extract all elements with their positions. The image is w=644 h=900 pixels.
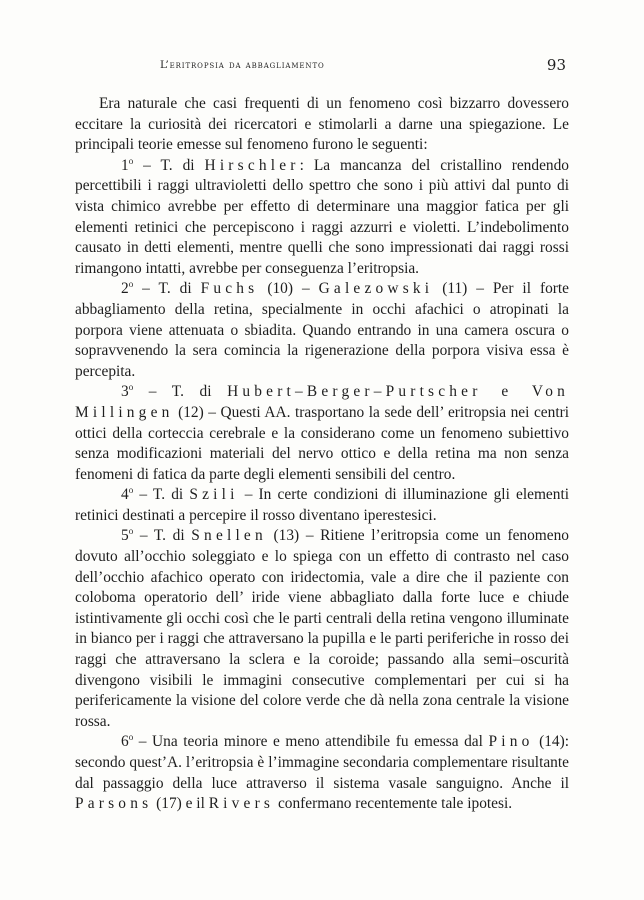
theory-prefix: – T. di bbox=[133, 527, 192, 545]
ordinal-mark: o bbox=[128, 485, 134, 496]
theory-1-paragraph bbox=[75, 156, 569, 280]
ordinal-mark: o bbox=[128, 155, 134, 166]
ordinal-mark: o bbox=[128, 279, 134, 290]
ordinal-mark: o bbox=[128, 382, 134, 393]
theory-3-paragraph bbox=[75, 382, 569, 485]
theory-4-number: 4 bbox=[121, 486, 129, 504]
theory-5-text: (13) – Ritiene l’eritropsia come un fenomeno dovuto all’occhio soleggiato e lo spiega con un effetto di contrasto nel caso dell’occhio afachico operato con iridectomia, vale a dire che il paziente con coloboma operatorio dell’ iride viene abbagliato dalla forte luce e chiude istintivamente gli occhi così che le parti centrali della retina vengono illuminate in bianco per i raggi che attraversano la pupilla e le parti periferiche in rosso dei raggi che attraversano la sclera e la coroide; passando alla semi–oscurità divengono visibili le immagini consecutive complementari per cui si ha perifericamente la visione del colore verde che dà nella zona centrale la visione rossa. bbox=[75, 527, 569, 730]
author-name: Hubert–Berger–Purtscher e Von Millingen bbox=[75, 383, 569, 421]
theory-6-paragraph bbox=[75, 732, 569, 814]
theory-6-number: 6 bbox=[121, 733, 129, 751]
theory-5-paragraph bbox=[75, 526, 569, 732]
body-text bbox=[75, 94, 569, 815]
author-name: Pino bbox=[488, 733, 534, 751]
page-number: 93 bbox=[546, 56, 566, 74]
theory-prefix: – T. di bbox=[133, 280, 201, 298]
author-name: Parsons bbox=[75, 795, 153, 813]
theory-2-number: 2 bbox=[121, 280, 129, 298]
reference: (10) – bbox=[258, 280, 319, 298]
intro-paragraph: Era naturale che casi frequenti di un fenomeno così bizzarro dovessero eccitare la curiosità dei ricercatori e stimolarli a darne una spiegazione. Le principali teorie emesse sul fenomeno furono le seguenti: bbox=[75, 95, 569, 154]
theory-6-text: – Una teoria minore e meno attendibile fu emessa dal bbox=[133, 733, 489, 751]
theory-prefix: – T. di bbox=[133, 486, 190, 504]
author-name: Snellen bbox=[191, 527, 267, 545]
theory-5-number: 5 bbox=[121, 527, 129, 545]
theory-4-paragraph bbox=[75, 485, 569, 526]
theory-prefix: – T. di bbox=[133, 156, 205, 174]
author-name: Fuchs bbox=[200, 280, 259, 298]
theory-1-text: : La mancanza del cristallino rendendo percettibili i raggi ultravioletti dello spettro che sono i più attivi dal punto di vista chimico avrebbe per effetto di determinare una maggior fatica per gli elementi retinici che percepiscono i raggi azzurri e violetti. L’indebolimento causato in detti elementi, mentre quelli che sono impressionati dai raggi rossi rimangono intatti, avrebbe per conseguenza l’eritropsia. bbox=[75, 156, 569, 277]
author-name: Galezowski bbox=[318, 280, 434, 298]
theory-6-text: confermano recentemente tale ipotesi. bbox=[274, 795, 513, 813]
theory-6-text: (14): secondo quest’A. l’eritropsia è l’immagine secondaria complementare risultante dal passaggio della luce attraverso il sistema vasale sanguigno. Anche il bbox=[75, 733, 570, 792]
theory-2-text: (11) – Per il forte abbagliamento della retina, specialmente in occhi afachici o atropinati la porpora viene attenuata o sbiadita. Quando entrando in una camera oscura o sopravvenendo la sera comincia la rigenerazione della porpora visiva essa è percepita. bbox=[75, 280, 569, 380]
theory-3-number: 3 bbox=[121, 383, 129, 401]
author-name: Hirschler bbox=[204, 156, 300, 174]
running-title: L’eritropsia da abbagliamento bbox=[160, 59, 325, 71]
ordinal-mark: o bbox=[128, 526, 134, 537]
theory-4-text: – In certe condizioni di illuminazione gli elementi retinici destinati a percepire il rosso diventano iperestesici. bbox=[75, 486, 569, 524]
theory-2-paragraph bbox=[75, 279, 569, 382]
theory-3-text: (12) – Questi AA. trasportano la sede dell’ eritropsia nei centri ottici della corteccia cerebrale e la considerano come un fenomeno subiettivo senza modificazioni materiali del nervo ottico e della retina ma non senza fenomeni di fatica da parte degli elementi sensibili del centro. bbox=[75, 403, 569, 483]
theory-prefix: – T. di bbox=[133, 383, 228, 401]
ordinal-mark: o bbox=[128, 732, 134, 743]
theory-1-number: 1 bbox=[121, 156, 129, 174]
author-name: Rivers bbox=[208, 795, 275, 813]
running-head bbox=[78, 56, 566, 76]
author-name: Szili bbox=[189, 486, 239, 504]
theory-6-text: (17) e il bbox=[152, 795, 209, 813]
